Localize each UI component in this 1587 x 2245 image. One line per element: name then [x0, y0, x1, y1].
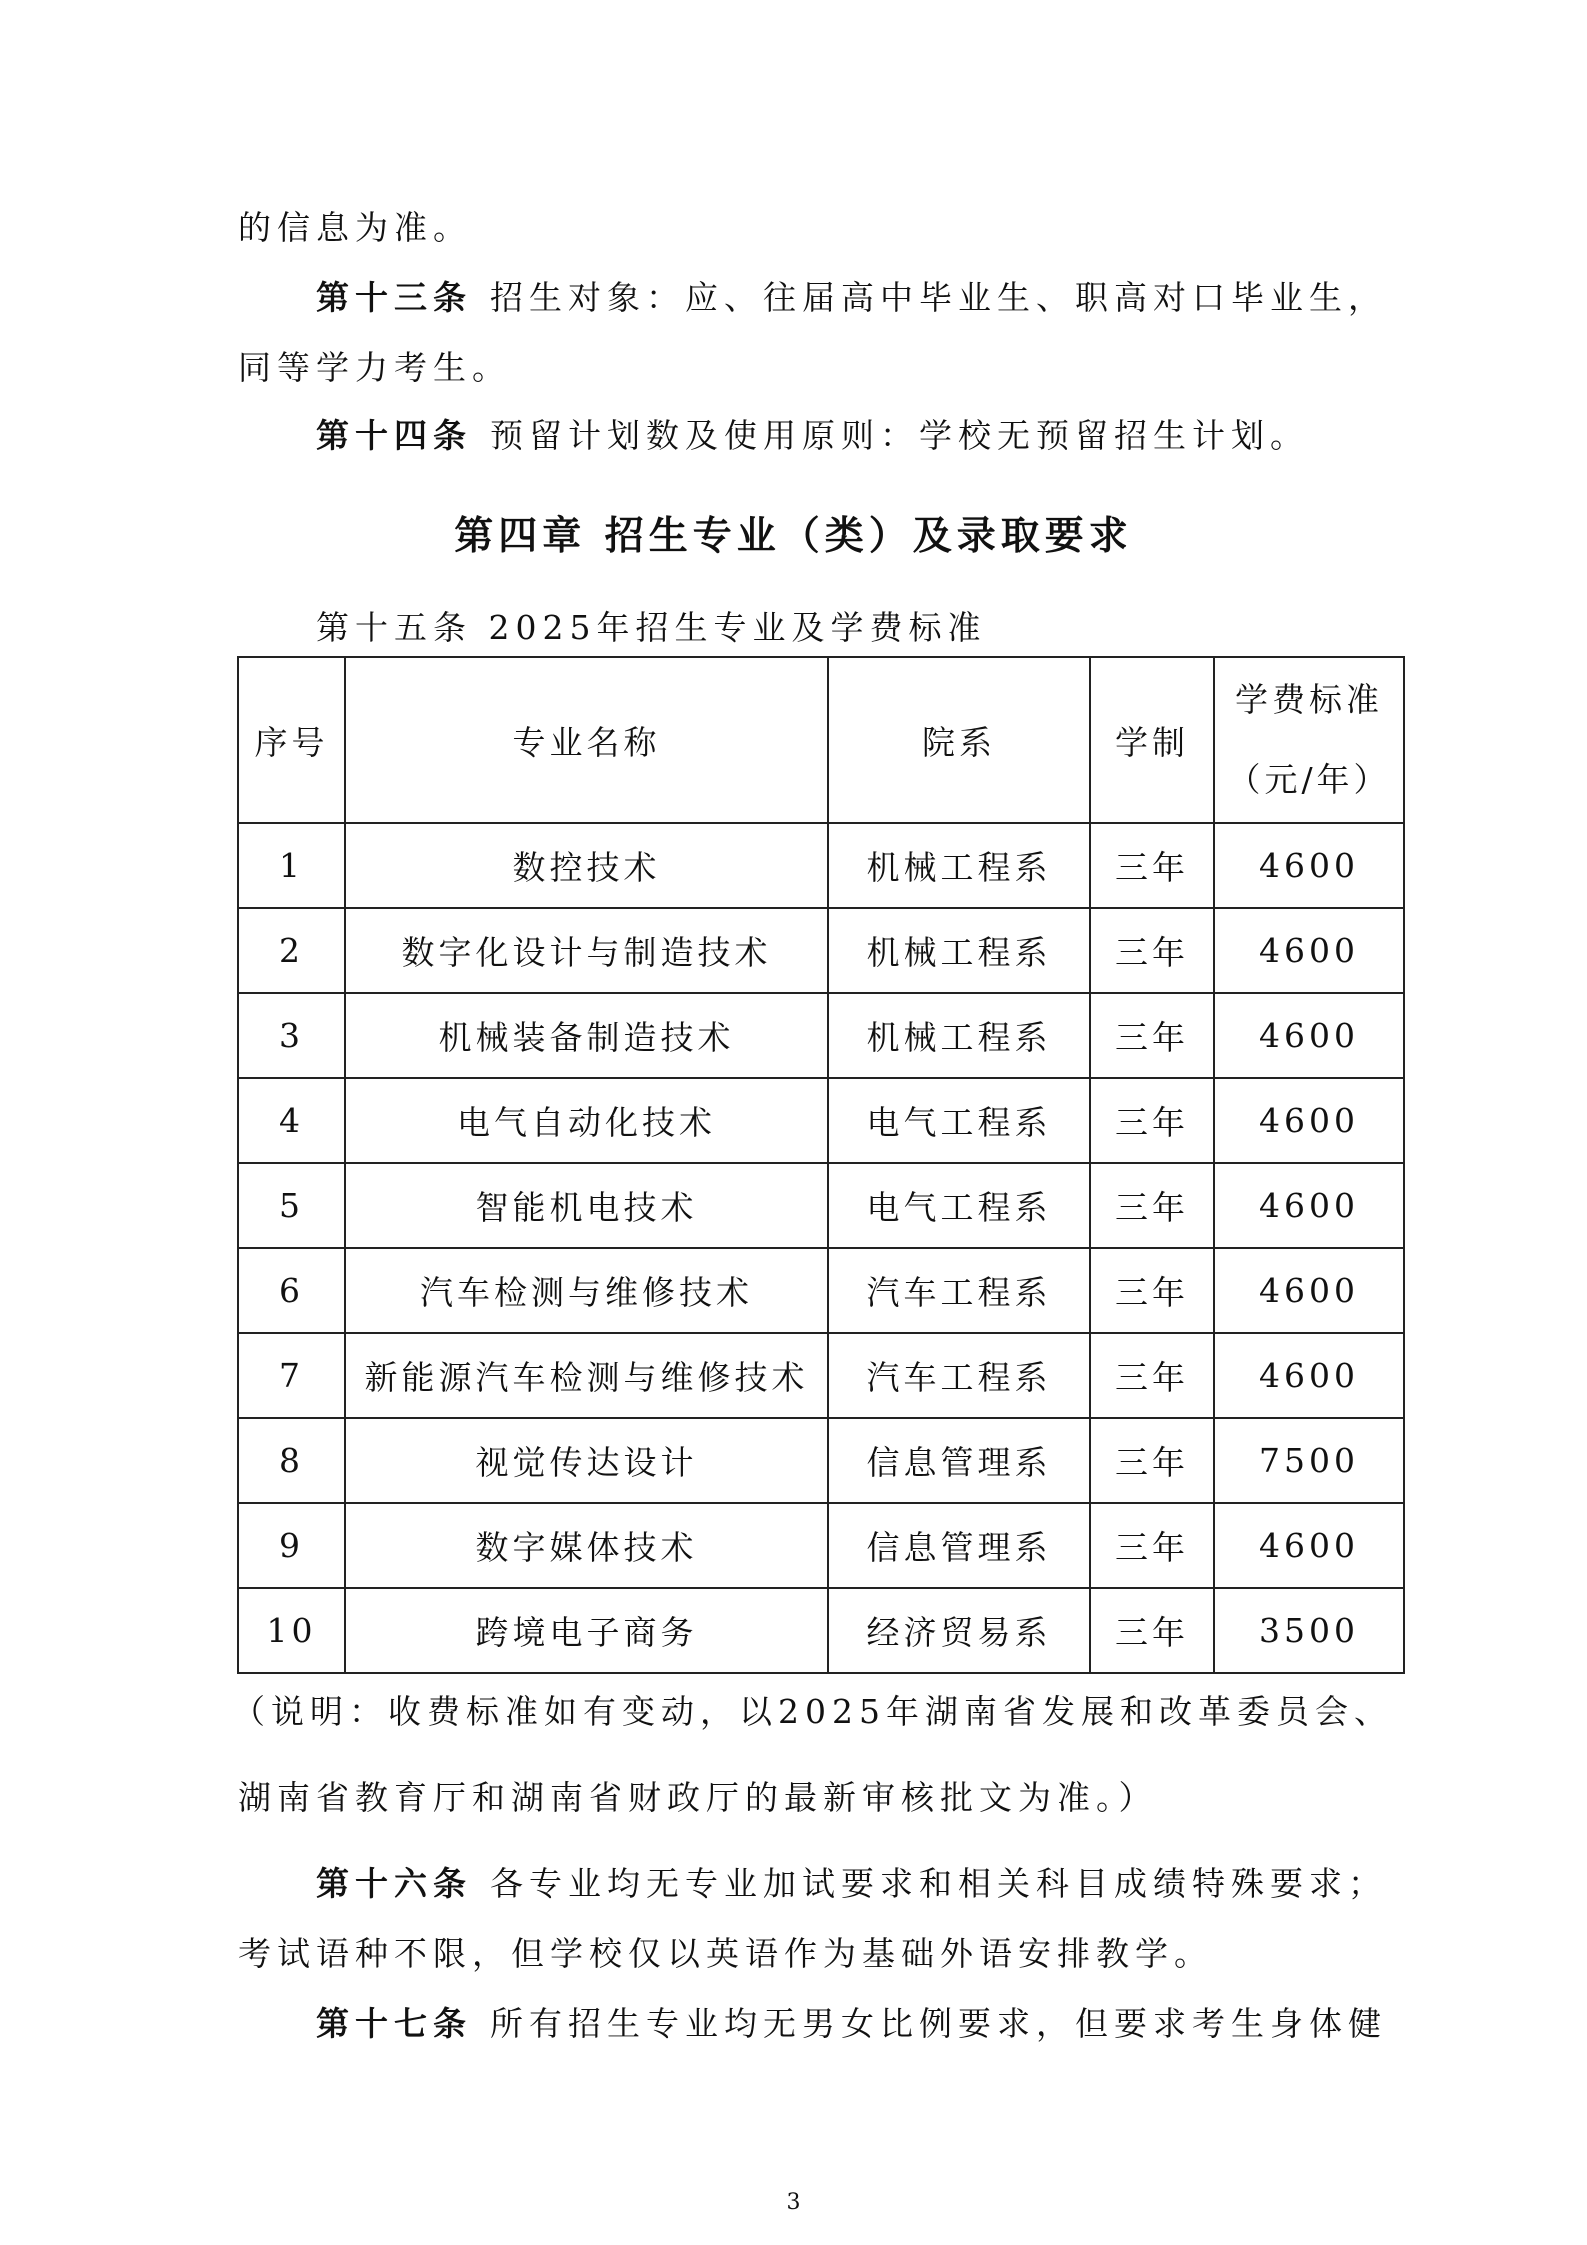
page-number: 3	[786, 2190, 801, 2215]
cell-major-name: 汽车检测与维修技术	[345, 1248, 828, 1333]
cell-duration: 三年	[1090, 1503, 1214, 1588]
cell-department: 机械工程系	[828, 908, 1090, 993]
table-row	[238, 908, 1404, 993]
article-13-text-cont: 同等学力考生。	[238, 348, 511, 387]
cell-major-name: 机械装备制造技术	[345, 993, 828, 1078]
cell-fee: 4600	[1214, 908, 1404, 993]
article-14	[316, 414, 1309, 458]
table-row	[238, 1163, 1404, 1248]
cell-major-name: 跨境电子商务	[345, 1588, 828, 1673]
cell-fee: 4600	[1214, 1503, 1404, 1588]
cell-seq: 3	[238, 993, 345, 1078]
cell-duration: 三年	[1090, 1078, 1214, 1163]
article-16	[316, 1862, 1387, 1906]
cell-department: 汽车工程系	[828, 1248, 1090, 1333]
cell-major-name: 数控技术	[345, 823, 828, 908]
article-16-text-cont: 考试语种不限，但学校仅以英语作为基础外语安排教学。	[238, 1934, 1213, 1973]
cell-duration: 三年	[1090, 1163, 1214, 1248]
article-16-continuation	[238, 1932, 1213, 1976]
article-14-text: 预留计划数及使用原则：学校无预留招生计划。	[490, 416, 1309, 455]
table-row	[238, 1248, 1404, 1333]
article-13	[316, 276, 1387, 320]
header-department: 院系	[828, 657, 1090, 823]
cell-major-name: 智能机电技术	[345, 1163, 828, 1248]
fee-note-continuation	[238, 1776, 1158, 1820]
table-row	[238, 1418, 1404, 1503]
cell-department: 机械工程系	[828, 823, 1090, 908]
cell-fee: 4600	[1214, 993, 1404, 1078]
header-fee-line1: 学费标准	[1235, 680, 1383, 719]
cell-department: 机械工程系	[828, 993, 1090, 1078]
cell-fee: 7500	[1214, 1418, 1404, 1503]
cell-seq: 10	[238, 1588, 345, 1673]
cell-department: 经济贸易系	[828, 1588, 1090, 1673]
article-14-title: 第十四条	[316, 416, 472, 455]
cell-major-name: 数字化设计与制造技术	[345, 908, 828, 993]
cell-duration: 三年	[1090, 1248, 1214, 1333]
cell-major-name: 数字媒体技术	[345, 1503, 828, 1588]
cell-fee: 4600	[1214, 823, 1404, 908]
cell-fee: 4600	[1214, 1333, 1404, 1418]
article-17	[316, 2002, 1387, 2046]
table-row	[238, 1078, 1404, 1163]
article-17-title: 第十七条	[316, 2004, 472, 2043]
cell-department: 信息管理系	[828, 1503, 1090, 1588]
cell-fee: 4600	[1214, 1248, 1404, 1333]
table-row	[238, 993, 1404, 1078]
fee-note	[232, 1690, 1393, 1734]
cell-department: 汽车工程系	[828, 1333, 1090, 1418]
cell-department: 信息管理系	[828, 1418, 1090, 1503]
paragraph-text: 的信息为准。	[238, 208, 472, 247]
cell-seq: 9	[238, 1503, 345, 1588]
cell-major-name: 电气自动化技术	[345, 1078, 828, 1163]
paragraph-continuation	[238, 206, 472, 250]
table-row	[238, 1333, 1404, 1418]
cell-seq: 1	[238, 823, 345, 908]
article-13-text: 招生对象：应、往届高中毕业生、职高对口毕业生，	[490, 278, 1387, 317]
cell-seq: 6	[238, 1248, 345, 1333]
cell-fee: 3500	[1214, 1588, 1404, 1673]
cell-department: 电气工程系	[828, 1078, 1090, 1163]
table-row	[238, 1503, 1404, 1588]
cell-major-name: 视觉传达设计	[345, 1418, 828, 1503]
article-15	[316, 606, 986, 650]
cell-major-name: 新能源汽车检测与维修技术	[345, 1333, 828, 1418]
cell-seq: 2	[238, 908, 345, 993]
fee-note-text: （说明：收费标准如有变动，以2025年湖南省发展和改革委员会、	[232, 1692, 1393, 1731]
table-header-row	[238, 657, 1404, 823]
article-13-title: 第十三条	[316, 278, 472, 317]
header-major-name: 专业名称	[345, 657, 828, 823]
header-duration: 学制	[1090, 657, 1214, 823]
cell-seq: 8	[238, 1418, 345, 1503]
cell-seq: 7	[238, 1333, 345, 1418]
article-15-text: 第十五条 2025年招生专业及学费标准	[316, 608, 987, 647]
cell-duration: 三年	[1090, 1588, 1214, 1673]
cell-seq: 5	[238, 1163, 345, 1248]
cell-seq: 4	[238, 1078, 345, 1163]
cell-duration: 三年	[1090, 908, 1214, 993]
tuition-table	[237, 656, 1405, 1674]
cell-duration: 三年	[1090, 1333, 1214, 1418]
cell-duration: 三年	[1090, 993, 1214, 1078]
header-seq: 序号	[238, 657, 345, 823]
cell-fee: 4600	[1214, 1078, 1404, 1163]
article-13-continuation	[238, 346, 511, 390]
cell-department: 电气工程系	[828, 1163, 1090, 1248]
table-row	[238, 1588, 1404, 1673]
chapter-heading: 第四章 招生专业（类）及录取要求	[454, 513, 1133, 559]
header-fee	[1214, 657, 1404, 823]
cell-duration: 三年	[1090, 1418, 1214, 1503]
table-row	[238, 823, 1404, 908]
article-16-text: 各专业均无专业加试要求和相关科目成绩特殊要求；	[490, 1864, 1387, 1903]
article-17-text: 所有招生专业均无男女比例要求，但要求考生身体健	[490, 2004, 1387, 2043]
fee-note-text-cont: 湖南省教育厅和湖南省财政厅的最新审核批文为准。）	[238, 1778, 1158, 1817]
header-fee-line2: （元/年）	[1227, 760, 1391, 799]
cell-duration: 三年	[1090, 823, 1214, 908]
article-16-title: 第十六条	[316, 1864, 472, 1903]
cell-fee: 4600	[1214, 1163, 1404, 1248]
